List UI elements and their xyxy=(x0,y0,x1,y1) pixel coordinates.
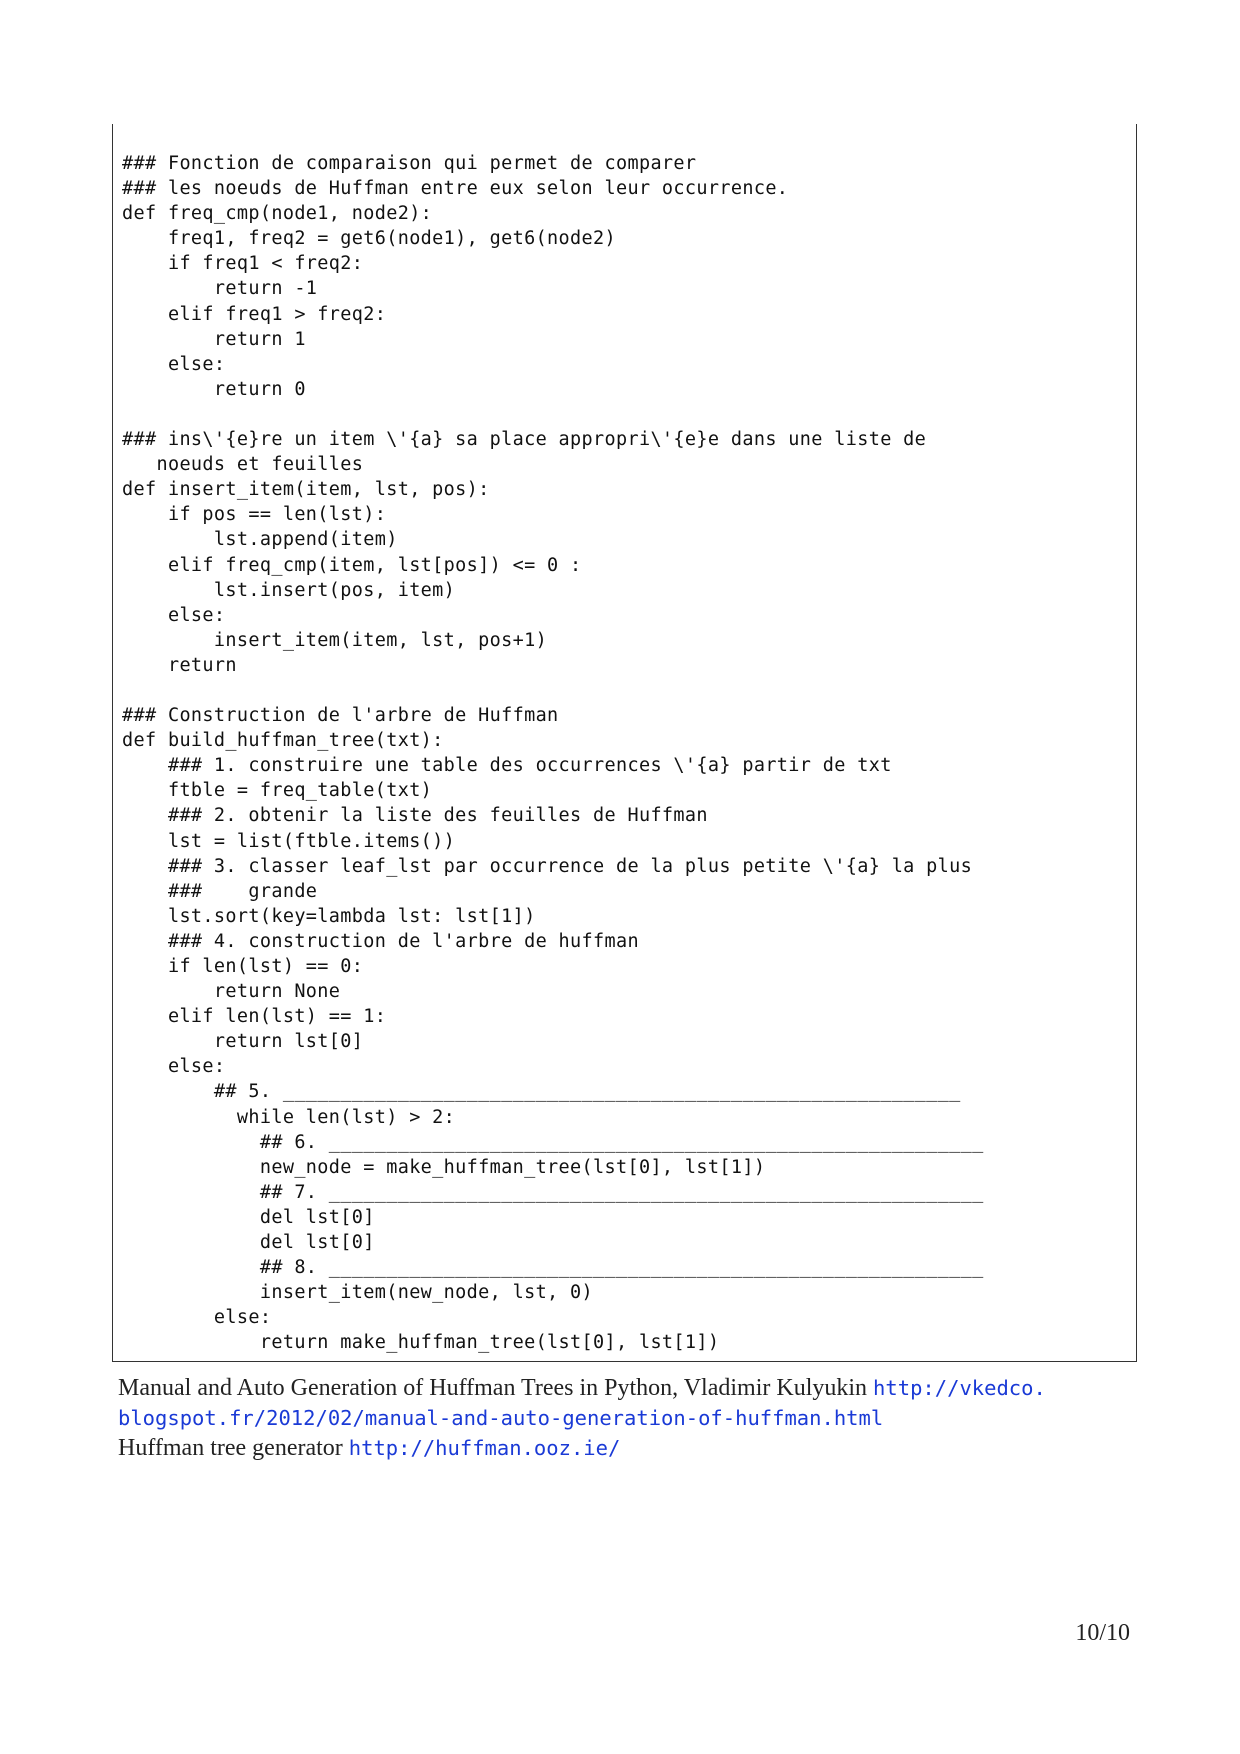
code-line: ### 4. construction de l'arbre de huffman xyxy=(122,930,639,952)
code-line: return 0 xyxy=(122,378,306,400)
reference-1-link-start[interactable]: http://vkedco. xyxy=(873,1376,1046,1400)
code-line: new_node = make_huffman_tree(lst[0], lst[1]) xyxy=(122,1156,766,1178)
code-line: insert_item(item, lst, pos+1) xyxy=(122,629,548,651)
reference-2 xyxy=(118,1433,1138,1463)
code-line: lst.insert(pos, item) xyxy=(122,579,456,601)
code-line xyxy=(122,402,984,427)
code-line: return xyxy=(122,654,237,676)
reference-1-text: Manual and Auto Generation of Huffman Trees in Python, Vladimir Kulyukin xyxy=(118,1375,874,1401)
code-line: lst.append(item) xyxy=(122,529,398,551)
code-line: ### Construction de l'arbre de Huffman xyxy=(122,705,559,727)
code-line: if pos == len(lst): xyxy=(122,504,387,526)
reference-1-continuation xyxy=(118,1403,1138,1433)
code-line: else: xyxy=(122,1307,272,1329)
code-line xyxy=(122,678,984,703)
code-line: if freq1 < freq2: xyxy=(122,253,364,275)
code-line: del lst[0] xyxy=(122,1232,375,1254)
reference-2-link[interactable]: http://huffman.ooz.ie/ xyxy=(348,1436,621,1460)
references xyxy=(118,1373,1138,1463)
code-line: def build_huffman_tree(txt): xyxy=(122,730,444,752)
page-number: 10/10 xyxy=(1075,1620,1130,1646)
reference-1 xyxy=(118,1373,1138,1403)
code-line: ### 3. classer leaf_lst par occurrence de la plus petite \'{a} la plus xyxy=(122,855,973,877)
code-line: lst = list(ftble.items()) xyxy=(122,830,456,852)
code-listing xyxy=(122,151,984,1356)
code-line: else: xyxy=(122,604,226,626)
code-line: ## 8. _________________________________________________________ xyxy=(122,1257,984,1279)
code-line: insert_item(new_node, lst, 0) xyxy=(122,1282,594,1304)
code-line: ftble = freq_table(txt) xyxy=(122,780,433,802)
code-line: else: xyxy=(122,1056,226,1078)
code-line: return 1 xyxy=(122,328,306,350)
code-line: ### grande xyxy=(122,880,318,902)
code-line: ### 1. construire une table des occurrences \'{a} partir de txt xyxy=(122,755,892,777)
code-line: return lst[0] xyxy=(122,1031,364,1053)
code-line: elif freq_cmp(item, lst[pos]) <= 0 : xyxy=(122,554,582,576)
code-line: ### 2. obtenir la liste des feuilles de Huffman xyxy=(122,805,708,827)
code-line: ### les noeuds de Huffman entre eux selon leur occurrence. xyxy=(122,178,789,200)
code-line: return -1 xyxy=(122,278,318,300)
code-line: ### ins\'{e}re un item \'{a} sa place appropri\'{e}e dans une liste de xyxy=(122,429,927,451)
reference-2-text: Huffman tree generator xyxy=(118,1435,349,1461)
code-line: ### Fonction de comparaison qui permet de comparer xyxy=(122,153,697,174)
code-line: if len(lst) == 0: xyxy=(122,956,364,977)
reference-1-link-end[interactable]: blogspot.fr/2012/02/manual-and-auto-generation-of-huffman.html xyxy=(118,1406,884,1430)
code-line: else: xyxy=(122,353,226,375)
code-listing-frame xyxy=(112,124,1137,1362)
code-line: noeuds et feuilles xyxy=(122,454,364,476)
code-line: def freq_cmp(node1, node2): xyxy=(122,203,433,225)
code-line: return make_huffman_tree(lst[0], lst[1]) xyxy=(122,1332,720,1354)
code-line: elif len(lst) == 1: xyxy=(122,1006,387,1028)
code-line: lst.sort(key=lambda lst: lst[1]) xyxy=(122,905,536,927)
code-line: elif freq1 > freq2: xyxy=(122,303,387,325)
code-line: while len(lst) > 2: xyxy=(122,1106,456,1128)
code-line: return None xyxy=(122,981,341,1003)
code-line: freq1, freq2 = get6(node1), get6(node2) xyxy=(122,228,616,250)
code-line: ## 5. ___________________________________________________________ xyxy=(122,1081,961,1103)
code-line: del lst[0] xyxy=(122,1206,375,1228)
code-line: ## 6. _________________________________________________________ xyxy=(122,1131,984,1153)
code-line: ## 7. _________________________________________________________ xyxy=(122,1181,984,1203)
code-line: def insert_item(item, lst, pos): xyxy=(122,479,490,501)
